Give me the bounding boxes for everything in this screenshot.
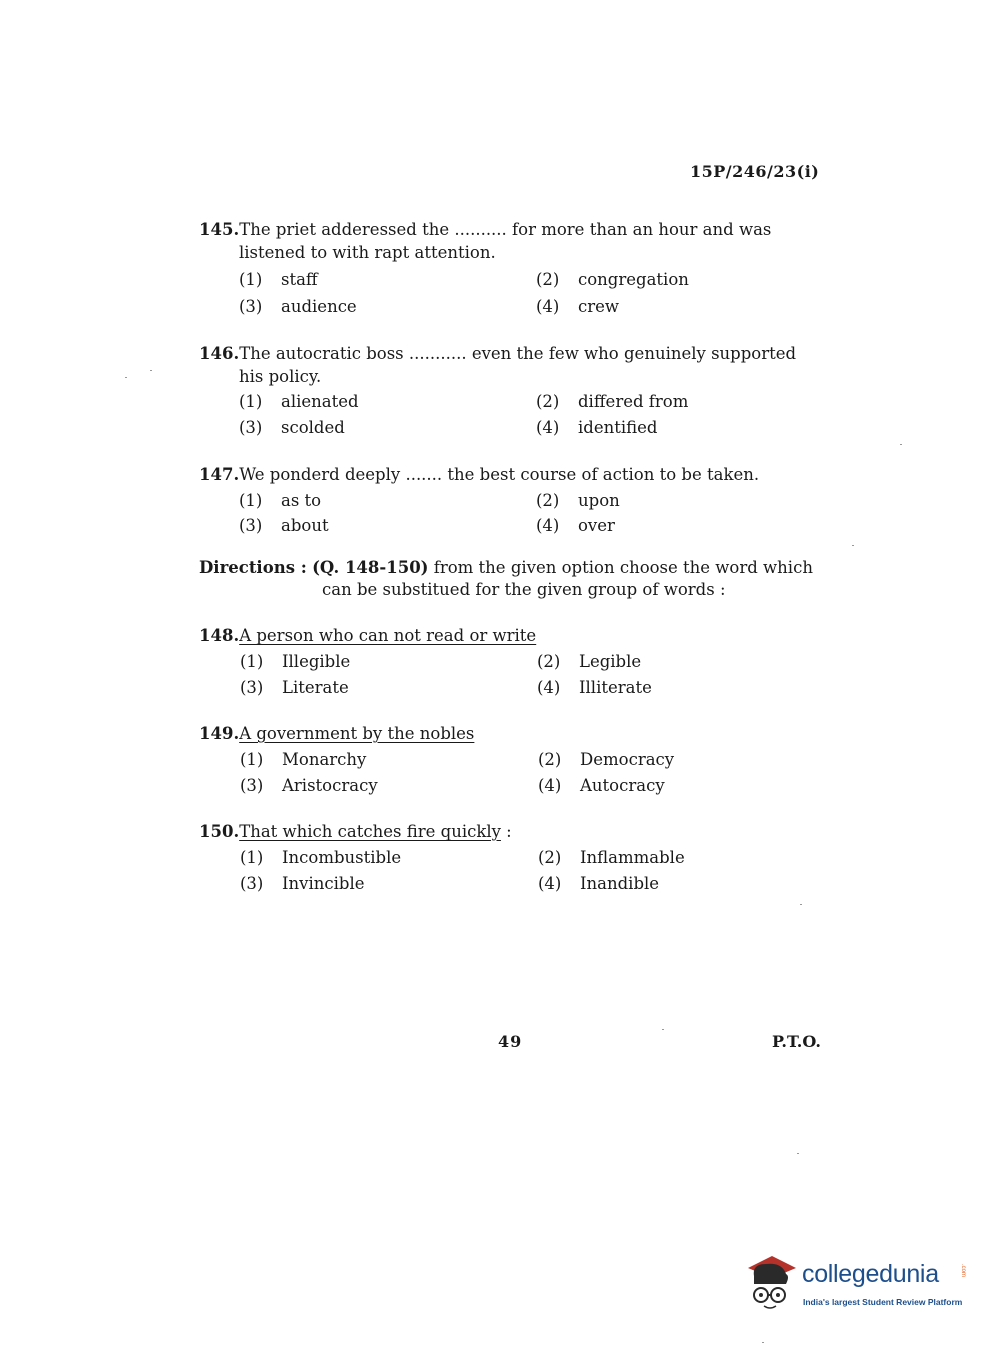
question-number: 145. (199, 220, 240, 239)
directions (199, 557, 829, 601)
options (199, 268, 827, 320)
directions-line1: from the given option choose the word which (428, 558, 813, 577)
question-text-suffix: : (500, 822, 512, 841)
brand-suffix: .com (960, 1264, 966, 1278)
options (199, 650, 827, 702)
scan-speck (852, 545, 854, 546)
option-3: (3) Aristocracy (240, 776, 378, 795)
question-text-line1: A government by the nobles (239, 724, 475, 743)
option-4: (4) crew (536, 297, 620, 316)
question-number: 146. (199, 344, 240, 363)
option-2: (2) Legible (537, 652, 642, 671)
mascot-icon (742, 1250, 804, 1312)
option-4: (4) identified (536, 418, 658, 437)
option-4: (4) Illiterate (537, 678, 652, 697)
options (199, 489, 827, 541)
question-text-line1: We ponderd deeply ....... the best course of action to be taken. (239, 465, 760, 484)
question-text-line1: The priet adderessed the .......... for more than an hour and was (239, 220, 772, 239)
option-4: (4) Inandible (538, 874, 660, 893)
options (199, 846, 827, 898)
question-number: 147. (199, 465, 240, 484)
option-2: (2) Inflammable (538, 848, 685, 867)
option-1: (1) Illegible (240, 652, 351, 671)
question-150 (199, 820, 827, 898)
option-3: (3) Literate (240, 678, 349, 697)
option-1: (1) staff (239, 270, 318, 289)
scan-speck (762, 1342, 764, 1343)
scan-speck (900, 444, 902, 445)
option-2: (2) congregation (536, 270, 689, 289)
question-text-line1: That which catches fire quickly (239, 822, 501, 841)
question-148 (199, 624, 827, 702)
brand-name: collegedunia (802, 1260, 939, 1288)
option-1: (1) Incombustible (240, 848, 402, 867)
option-2: (2) Democracy (538, 750, 675, 769)
collegedunia-logo (742, 1250, 972, 1320)
option-2: (2) upon (536, 491, 620, 510)
question-text-line1: A person who can not read or write (239, 626, 537, 645)
directions-label: Directions : (199, 558, 307, 577)
question-number: 150. (199, 822, 240, 841)
scan-speck (800, 904, 802, 905)
option-1: (1) as to (239, 491, 322, 510)
option-3: (3) scolded (239, 418, 345, 437)
page-number: 49 (498, 1032, 523, 1051)
question-145 (199, 218, 827, 320)
option-3: (3) about (239, 516, 329, 535)
question-number: 149. (199, 724, 240, 743)
question-147 (199, 463, 827, 541)
question-text-line2: listened to with rapt attention. (239, 243, 496, 262)
option-3: (3) Invincible (240, 874, 365, 893)
question-text-line2: his policy. (239, 367, 322, 386)
option-4: (4) Autocracy (538, 776, 665, 795)
directions-range: (Q. 148-150) (312, 558, 429, 577)
pto-marker: P.T.O. (772, 1032, 821, 1051)
options (199, 390, 827, 442)
option-1: (1) alienated (239, 392, 359, 411)
scan-speck (125, 377, 127, 378)
question-149 (199, 722, 827, 800)
question-146 (199, 342, 827, 442)
question-number: 148. (199, 626, 240, 645)
scan-speck (662, 1029, 664, 1030)
question-text-line1: The autocratic boss ........... even the few who genuinely supported (239, 344, 797, 363)
directions-line2: can be substitued for the given group of words : (322, 580, 726, 599)
paper-code: 15P/246/23(i) (690, 162, 820, 181)
options (199, 748, 827, 800)
scan-speck (797, 1153, 799, 1154)
option-3: (3) audience (239, 297, 357, 316)
option-1: (1) Monarchy (240, 750, 367, 769)
option-2: (2) differed from (536, 392, 689, 411)
scan-speck (150, 370, 152, 371)
brand-tagline: India's largest Student Review Platform (803, 1297, 963, 1307)
option-4: (4) over (536, 516, 615, 535)
